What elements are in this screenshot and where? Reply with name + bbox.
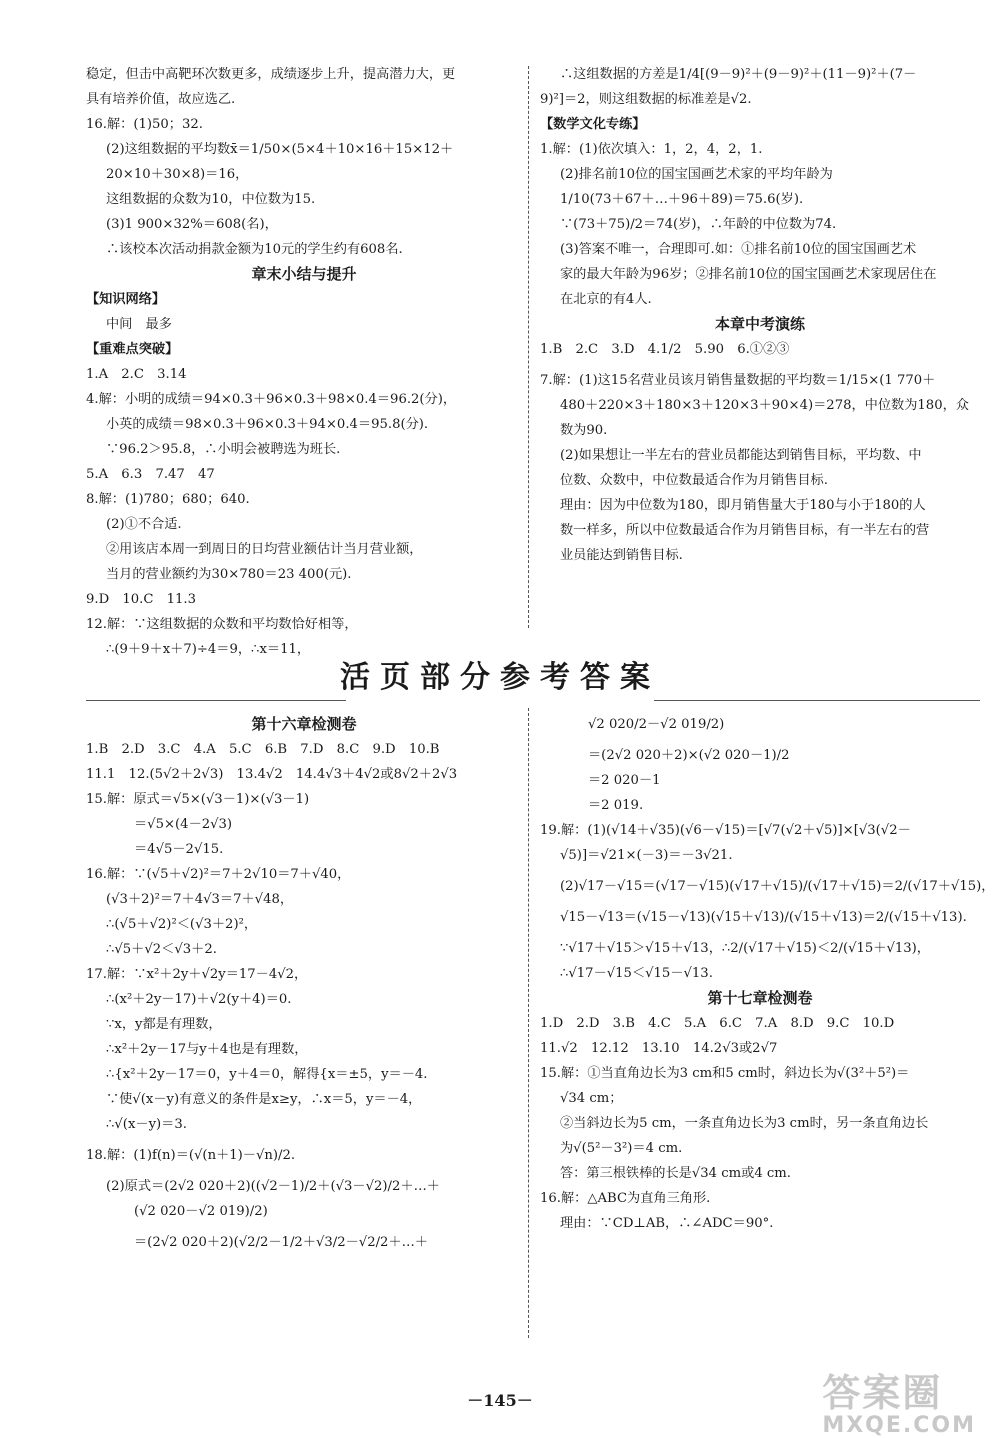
text-line: 20×10＋30×8)＝16， [106,167,249,182]
text-line: 理由：∵CD⊥AB，∴∠ADC＝90°. [560,1216,774,1231]
text-line: ②用该店本周一到周日的日均营业额估计当月营业额， [106,542,423,557]
section-heading: 第十六章检测卷 [251,715,357,733]
text-line: ∵x，y都是有理数， [106,1017,222,1032]
text-line: 12.解：∵这组数据的众数和平均数恰好相等， [86,617,358,632]
text-line: 数一样多，所以中位数最适合作为月销售目标，有一半左右的营 [560,523,930,538]
subsection-label: 【重难点突破】 [86,342,179,357]
page-number: －145－ [467,1391,533,1410]
text-line: ∵(73＋75)/2＝74(岁)，∴年龄的中位数为74. [560,217,837,232]
text-line: 1.A 2.C 3.14 [86,367,187,382]
text-line: 业员能达到销售目标. [560,548,683,563]
answer-column-2 [540,62,980,568]
text-line: 8.解：(1)780；680；640. [86,492,250,507]
watermark-logo [822,1362,976,1438]
text-line: √5)]＝√21×(－3)＝－3√21. [560,848,733,863]
text-line: (3)答案不唯一，合理即可.如：①排名前10位的国宝国画艺术 [560,242,917,257]
text-line: √2 020/2－√2 019/2) [588,717,725,732]
text-line: 理由：因为中位数为180，即月销售量大于180与小于180的人 [560,498,926,513]
text-line: ＝√5×(4－2√3) [134,817,233,832]
text-line: ∵√17＋√15＞√15＋√13，∴2/(√17＋√15)＜2/(√15＋√13)， [560,941,930,956]
text-line: ∴√5＋√2＜√3＋2. [106,942,217,957]
text-line: 1.B 2.C 3.D 4.1/2 5.90 6.①②③ [540,342,790,357]
column-divider [528,66,529,628]
text-line: ∴√17－√15＜√15－√13. [560,966,713,981]
text-line: 11.1 12.(5√2＋2√3) 13.4√2 14.4√3＋4√2或8√2＋2√3 [86,767,458,782]
text-line: 稳定，但击中高靶环次数更多，成绩逐步上升，提高潜力大，更 [86,67,456,82]
answer-column-4 [540,712,995,1236]
text-line: 9)²]＝2，则这组数据的标准差是√2. [540,92,752,107]
section-heading: 章末小结与提升 [251,265,357,283]
text-line: ②当斜边长为5 cm，一条直角边长为3 cm时，另一条直角边长 [560,1116,929,1131]
title-rule-right [654,700,980,701]
subsection-label: 【知识网络】 [86,292,166,307]
text-line: ∴x²＋2y－17与y＋4也是有理数， [106,1042,308,1057]
text-line: ∴(9＋9＋x＋7)÷4＝9，∴x＝11， [106,642,311,657]
text-line: (2)√17－√15＝(√17－√15)(√17＋√15)/(√17＋√15)＝2/(√17＋√15)， [560,879,995,894]
text-line: 数为90. [560,423,608,438]
text-line: 位数、众数中，中位数最适合作为月销售目标. [560,473,828,488]
text-line: (√2 020－√2 019)/2) [134,1204,268,1219]
text-line: ∵96.2＞95.8，∴小明会被聘选为班长. [106,442,341,457]
text-line: ∵使√(x－y)有意义的条件是x≥y，∴x＝5，y＝－4， [106,1092,422,1107]
text-line: 18.解：(1)f(n)＝(√(n＋1)－√n)/2. [86,1148,296,1163]
text-line: (2)①不合适. [106,517,182,532]
subsection-label: 【数学文化专练】 [540,117,646,132]
text-line: (√3＋2)²＝7＋4√3＝7＋√48， [106,892,294,907]
section-heading: 第十七章检测卷 [707,989,813,1007]
text-line: 480＋220×3＋180×3＋120×3＋90×4)＝278，中位数为180，众 [560,398,969,413]
text-line: 15.解：①当直角边长为3 cm和5 cm时，斜边长为√(3²＋5²)＝ [540,1066,910,1081]
text-line: 7.解：(1)这15名营业员该月销售量数据的平均数＝1/15×(1 770＋ [540,373,936,388]
text-line: 19.解：(1)(√14＋√35)(√6－√15)＝[√7(√2＋√5)]×[√3(√2－ [540,823,911,838]
text-line: (2)原式＝(2√2 020＋2)((√2－1)/2＋(√3－√2)/2＋…＋ [106,1179,440,1194]
text-line: 17.解：∵x²＋2y＋√2y＝17－4√2， [86,967,308,982]
text-line: ∴这组数据的方差是1/4[(9－9)²＋(9－9)²＋(11－9)²＋(7－ [560,67,917,82]
page-title: 活页部分参考答案 [340,660,660,695]
text-line: 家的最大年龄为96岁；②排名前10位的国宝国画艺术家现居住在 [560,267,937,282]
text-line: (3)1 900×32%＝608(名)， [106,217,278,232]
text-line: 这组数据的众数为10，中位数为15. [106,192,316,207]
text-line: √15－√13＝(√15－√13)(√15＋√13)/(√15＋√13)＝2/(√15＋√13). [560,910,967,925]
text-line: 16.解：△ABC为直角三角形. [540,1191,711,1206]
text-line: (2)排名前10位的国宝国画艺术家的平均年龄为 [560,167,833,182]
text-line: 答：第三根铁棒的长是√34 cm或4 cm. [560,1166,791,1181]
text-line: ∴该校本次活动捐款金额为10元的学生约有608名. [106,242,403,257]
text-line: √34 cm； [560,1091,623,1106]
text-line: 在北京的有4人. [560,292,652,307]
answer-column-1 [86,62,522,662]
text-line: 1.B 2.D 3.C 4.A 5.C 6.B 7.D 8.C 9.D 10.B [86,742,440,757]
text-line: ＝2 020－1 [588,773,661,788]
column-divider [528,708,529,1338]
text-line: 9.D 10.C 11.3 [86,592,196,607]
text-line: 16.解：∵(√5＋√2)²＝7＋2√10＝7＋√40， [86,867,351,882]
watermark-text: 答案圈 [822,1371,943,1415]
text-line: ∴√(x－y)＝3. [106,1117,187,1132]
text-line: ∴(x²＋2y－17)＋√2(y＋4)＝0. [106,992,292,1007]
title-rule-left [86,700,346,701]
text-line: ∴{x²＋2y－17＝0，y＋4＝0，解得{x＝±5，y＝－4. [106,1067,428,1082]
text-line: 11.√2 12.12 13.10 14.2√3或2√7 [540,1041,778,1056]
text-line: 1.D 2.D 3.B 4.C 5.A 6.C 7.A 8.D 9.C 10.D [540,1016,895,1031]
text-line: 4.解：小明的成绩＝94×0.3＋96×0.3＋98×0.4＝96.2(分)， [86,392,457,407]
answer-column-3 [86,712,522,1255]
text-line: ＝(2√2 020＋2)×(√2 020－1)/2 [588,748,790,763]
text-line: 中间 最多 [106,317,172,332]
text-line: 16.解：(1)50；32. [86,117,203,132]
text-line: ＝(2√2 020＋2)(√2/2－1/2＋√3/2－√2/2＋…＋ [134,1235,428,1250]
text-line: 为√(5²－3²)＝4 cm. [560,1141,683,1156]
text-line: ＝4√5－2√15. [134,842,224,857]
text-line: (2)这组数据的平均数x̄＝1/50×(5×4＋10×16＋15×12＋ [106,142,454,157]
text-line: ＝2 019. [588,798,644,813]
text-line: 5.A 6.3 7.47 47 [86,467,215,482]
text-line: 当月的营业额约为30×780＝23 400(元). [106,567,352,582]
text-line: 15.解：原式＝√5×(√3－1)×(√3－1) [86,792,310,807]
text-line: 1.解：(1)依次填入：1，2，4，2，1. [540,142,763,157]
text-line: (2)如果想让一半左右的营业员都能达到销售目标，平均数、中 [560,448,922,463]
section-heading: 本章中考演练 [714,315,805,333]
text-line: 1/10(73＋67＋…＋96＋89)＝75.6(岁). [560,192,804,207]
text-line: 具有培养价值，故应选乙. [86,92,236,107]
text-line: ∴(√5＋√2)²＜(√3＋2)²， [106,917,258,932]
text-line: 小英的成绩＝98×0.3＋96×0.3＋94×0.4＝95.8(分). [106,417,429,432]
watermark-url: MXQE.COM [822,1413,976,1438]
